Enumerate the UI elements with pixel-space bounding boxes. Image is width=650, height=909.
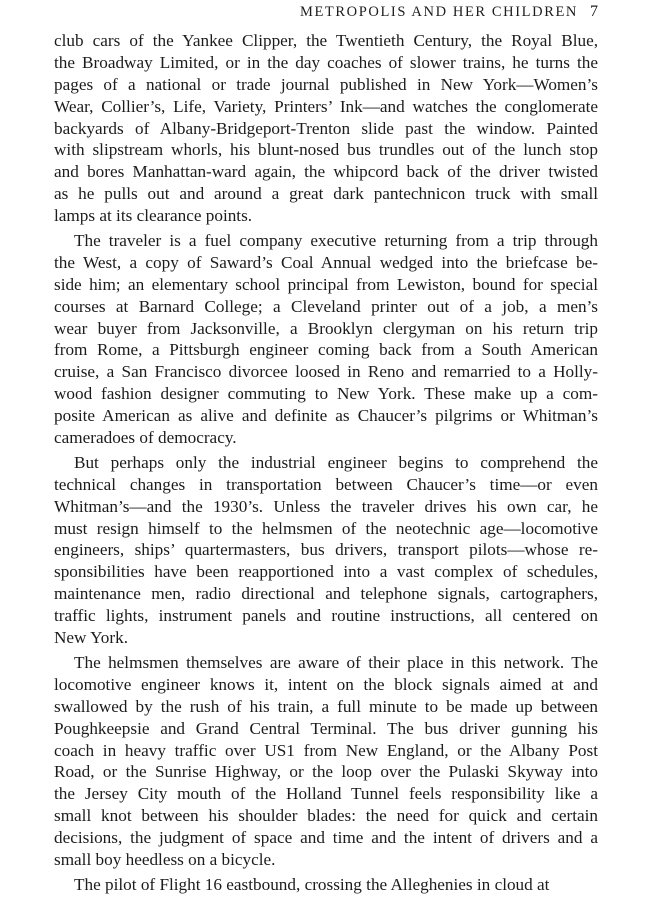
- text-line: the West, a copy of Saward’s Coal Annual wedged into the briefcase be-: [54, 252, 598, 272]
- text-line: from Rome, a Pittsburgh engineer coming back from a South American: [54, 340, 598, 360]
- text-line: cruise, a San Francisco divorcee loosed in Reno and remarried to a Holly-: [54, 362, 598, 382]
- text-line: club cars of the Yankee Clipper, the Twentieth Century, the Royal Blue,: [54, 31, 598, 50]
- text-line: with slipstream whorls, his blunt-nosed bus trundles out of the lunch stop: [54, 140, 598, 160]
- paragraph: [54, 652, 598, 871]
- text-line: engineers, ships’ quartermasters, bus drivers, transport pilots—whose re-: [54, 540, 598, 560]
- text-line: New York.: [54, 628, 129, 648]
- running-head: [300, 3, 598, 21]
- page-number: 7: [590, 3, 598, 20]
- paragraph: [54, 874, 598, 896]
- paragraph: [54, 452, 598, 649]
- text-line: pages of a national or trade journal published in New York—Women’s: [54, 74, 598, 94]
- text-line: swallowed by the rush of his train, a full minute to be made up between: [54, 696, 598, 716]
- running-title: METROPOLIS AND HER CHILDREN: [299, 4, 578, 20]
- text-line: maintenance men, radio directional and telephone signals, cartographers,: [54, 584, 598, 604]
- body-text: [54, 30, 598, 896]
- paragraph: [54, 30, 598, 227]
- paragraph: [54, 230, 598, 449]
- text-line: as he pulls out and around a great dark pantechnicon truck with small: [54, 184, 598, 204]
- text-line: Road, or the Sunrise Highway, or the loop over the Pulaski Skyway into: [54, 762, 598, 782]
- text-line: Wear, Collier’s, Life, Variety, Printers’ Ink—and watches the conglomerate: [54, 96, 598, 116]
- text-line: coach in heavy traffic over US1 from New England, or the Albany Post: [54, 740, 598, 760]
- text-line: The helmsmen themselves are aware of their place in this network. The: [74, 652, 598, 672]
- text-line: lamps at its clearance points.: [54, 206, 253, 226]
- text-line: posite American as alive and definite as Chaucer’s pilgrims or Whitman’s: [54, 406, 598, 426]
- text-line: backyards of Albany-Bridgeport-Trenton slide past the window. Painted: [54, 118, 598, 138]
- text-line: cameradoes of democracy.: [54, 428, 237, 448]
- text-line: The pilot of Flight 16 eastbound, crossing the Alleghenies in cloud at: [74, 874, 550, 894]
- text-line: side him; an elementary school principal from Lewiston, bound for special: [54, 274, 598, 294]
- text-line: The traveler is a fuel company executive returning from a trip through: [74, 231, 598, 251]
- text-line: small boy heedless on a bicycle.: [54, 849, 276, 869]
- text-line: the Jersey City mouth of the Holland Tunnel feels responsibility like a: [54, 784, 598, 804]
- text-line: courses at Barnard College; a Cleveland printer out of a job, a men’s: [54, 296, 598, 316]
- text-line: the Broadway Limited, or in the day coaches of slower trains, he turns the: [54, 52, 598, 72]
- text-line: and bores Manhattan-ward again, the whipcord back of the driver twisted: [54, 162, 598, 182]
- text-line: decisions, the judgment of space and time and the intent of drivers and a: [54, 828, 598, 848]
- text-line: wood fashion designer commuting to New York. These make up a com-: [54, 384, 598, 404]
- text-line: wear buyer from Jacksonville, a Brooklyn clergyman on his return trip: [54, 318, 598, 338]
- text-line: small knot between his shoulder blades: the need for quick and certain: [54, 806, 598, 826]
- text-line: Poughkeepsie and Grand Central Terminal. The bus driver gunning his: [54, 718, 598, 738]
- text-line: But perhaps only the industrial engineer begins to comprehend the: [74, 452, 598, 472]
- text-line: must resign himself to the helmsmen of the neotechnic age—locomotive: [54, 518, 598, 538]
- text-line: traffic lights, instrument panels and routine instructions, all centered on: [54, 606, 598, 626]
- text-line: sponsibilities have been reapportioned into a vast complex of schedules,: [54, 562, 598, 582]
- text-line: technical changes in transportation between Chaucer’s time—or even: [54, 474, 598, 494]
- text-line: locomotive engineer knows it, intent on the block signals aimed at and: [54, 674, 598, 694]
- text-line: Whitman’s—and the 1930’s. Unless the traveler drives his own car, he: [54, 496, 598, 516]
